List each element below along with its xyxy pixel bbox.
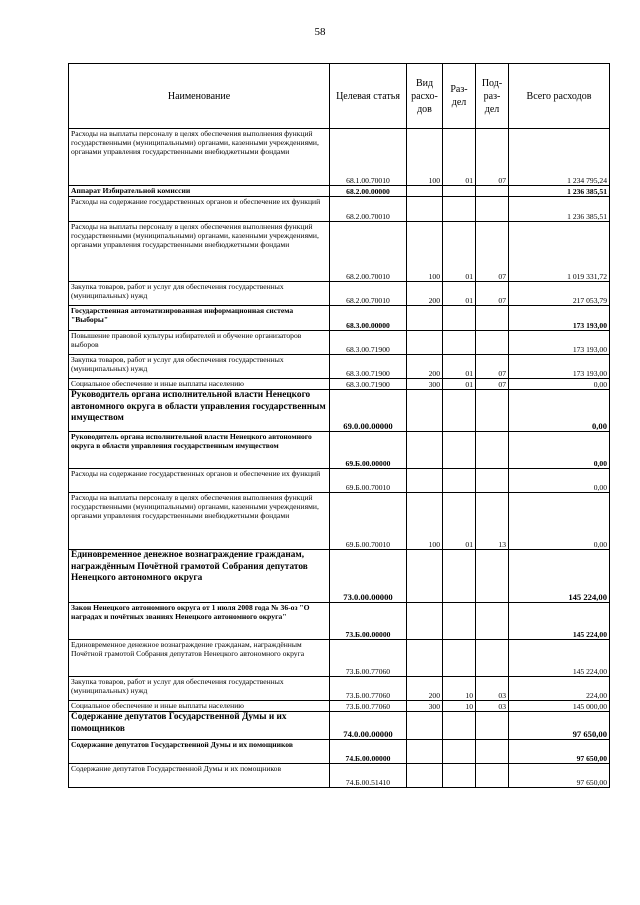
- row-razdel: [443, 712, 476, 740]
- row-code: 73.Б.00.00000: [330, 603, 407, 640]
- row-vid: 200: [407, 677, 443, 701]
- table-row: [69, 379, 610, 390]
- row-razdel: 01: [443, 379, 476, 390]
- table-row: [69, 493, 610, 550]
- row-podrazdel: [476, 197, 509, 222]
- table-header-row: [69, 64, 610, 129]
- row-podrazdel: [476, 469, 509, 493]
- table-row: [69, 197, 610, 222]
- table-row: [69, 469, 610, 493]
- row-razdel: [443, 186, 476, 197]
- row-vid: [407, 186, 443, 197]
- table-row: [69, 282, 610, 306]
- row-name: Расходы на содержание государственных органов и обеспечение их функций: [69, 197, 330, 222]
- row-code: 68.2.00.00000: [330, 186, 407, 197]
- row-code: 74.0.00.00000: [330, 712, 407, 740]
- row-podrazdel: 03: [476, 701, 509, 712]
- row-razdel: [443, 432, 476, 469]
- row-name: Расходы на содержание государственных органов и обеспечение их функций: [69, 469, 330, 493]
- row-podrazdel: [476, 712, 509, 740]
- row-total: 145 224,00: [509, 550, 610, 603]
- row-code: 68.2.00.70010: [330, 197, 407, 222]
- row-razdel: [443, 331, 476, 355]
- row-vid: [407, 640, 443, 677]
- row-podrazdel: [476, 740, 509, 764]
- row-podrazdel: [476, 390, 509, 432]
- row-code: 73.Б.00.77060: [330, 677, 407, 701]
- row-name: Закупка товаров, работ и услуг для обеспечения государственных (муниципальных) нужд: [69, 355, 330, 379]
- row-name: Единовременное денежное вознаграждение гражданам, награждённым Почётной грамотой Собрания депутатов Ненецкого автономного округа: [69, 550, 330, 603]
- row-total: 97 650,00: [509, 764, 610, 788]
- row-podrazdel: [476, 432, 509, 469]
- row-vid: [407, 740, 443, 764]
- row-podrazdel: [476, 764, 509, 788]
- row-razdel: [443, 764, 476, 788]
- row-total: 0,00: [509, 379, 610, 390]
- row-podrazdel: 07: [476, 379, 509, 390]
- row-vid: [407, 390, 443, 432]
- row-total: 173 193,00: [509, 306, 610, 331]
- row-podrazdel: [476, 306, 509, 331]
- row-total: 173 193,00: [509, 331, 610, 355]
- table-row: [69, 712, 610, 740]
- row-razdel: [443, 306, 476, 331]
- row-vid: [407, 550, 443, 603]
- table-row: [69, 432, 610, 469]
- row-code: 74.Б.00.00000: [330, 740, 407, 764]
- row-total: 1 234 795,24: [509, 129, 610, 186]
- row-vid: 300: [407, 379, 443, 390]
- row-total: 1 236 385,51: [509, 197, 610, 222]
- table-row: [69, 222, 610, 282]
- row-total: 97 650,00: [509, 712, 610, 740]
- row-name: Расходы на выплаты персоналу в целях обеспечения выполнения функций государственными (муниципальными) органами, казенными учреждениями, органами управления государственными внебюджетными фондами: [69, 493, 330, 550]
- header-total: Всего расходов: [509, 64, 610, 129]
- row-vid: [407, 603, 443, 640]
- row-code: 68.3.00.71900: [330, 331, 407, 355]
- row-name: Закон Ненецкого автономного округа от 1 июля 2008 года № 36-оз "О наградах и почётных званиях Ненецкого автономного округа": [69, 603, 330, 640]
- row-code: 73.Б.00.77060: [330, 640, 407, 677]
- row-code: 68.3.00.71900: [330, 379, 407, 390]
- page-number: 58: [314, 26, 326, 38]
- row-vid: [407, 331, 443, 355]
- row-podrazdel: [476, 331, 509, 355]
- row-name: Социальное обеспечение и иные выплаты населению: [69, 379, 330, 390]
- table-row: [69, 677, 610, 701]
- row-vid: 100: [407, 222, 443, 282]
- row-name: Аппарат Избирательной комиссии: [69, 186, 330, 197]
- row-podrazdel: 07: [476, 129, 509, 186]
- table-row: [69, 331, 610, 355]
- row-total: 1 019 331,72: [509, 222, 610, 282]
- table-row: [69, 640, 610, 677]
- table-row: [69, 390, 610, 432]
- row-razdel: [443, 469, 476, 493]
- row-total: 145 000,00: [509, 701, 610, 712]
- table-row: [69, 603, 610, 640]
- row-podrazdel: [476, 550, 509, 603]
- table-row: [69, 701, 610, 712]
- table-row: [69, 306, 610, 331]
- row-name: Социальное обеспечение и иные выплаты населению: [69, 701, 330, 712]
- row-code: 73.Б.00.77060: [330, 701, 407, 712]
- row-podrazdel: 07: [476, 222, 509, 282]
- row-code: 69.Б.00.00000: [330, 432, 407, 469]
- budget-table: [68, 63, 610, 788]
- row-razdel: 01: [443, 282, 476, 306]
- row-total: 0,00: [509, 493, 610, 550]
- table-row: [69, 550, 610, 603]
- row-total: 173 193,00: [509, 355, 610, 379]
- header-subsection: Под-раз-дел: [476, 64, 509, 129]
- row-name: Руководитель органа исполнительной власти Ненецкого автономного округа в области управления государственным имуществом: [69, 390, 330, 432]
- row-total: 145 224,00: [509, 603, 610, 640]
- table-row: [69, 355, 610, 379]
- row-razdel: [443, 740, 476, 764]
- row-vid: 100: [407, 129, 443, 186]
- row-code: 68.2.00.70010: [330, 282, 407, 306]
- row-razdel: [443, 197, 476, 222]
- row-razdel: 01: [443, 129, 476, 186]
- row-vid: [407, 197, 443, 222]
- header-target: Целевая статья: [330, 64, 407, 129]
- row-razdel: 01: [443, 355, 476, 379]
- row-vid: 300: [407, 701, 443, 712]
- row-code: 68.3.00.00000: [330, 306, 407, 331]
- row-name: Расходы на выплаты персоналу в целях обеспечения выполнения функций государственными (муниципальными) органами, казенными учреждениями, органами управления государственными внебюджетными фондами: [69, 129, 330, 186]
- row-code: 69.0.00.00000: [330, 390, 407, 432]
- row-name: Единовременное денежное вознаграждение гражданам, награждённым Почётной грамотой Собрания депутатов Ненецкого автономного округа: [69, 640, 330, 677]
- row-podrazdel: 07: [476, 355, 509, 379]
- row-code: 68.3.00.71900: [330, 355, 407, 379]
- table-row: [69, 129, 610, 186]
- row-razdel: [443, 390, 476, 432]
- row-total: 224,00: [509, 677, 610, 701]
- row-name: Расходы на выплаты персоналу в целях обеспечения выполнения функций государственными (муниципальными) органами, казенными учреждениями, органами управления государственными внебюджетными фондами: [69, 222, 330, 282]
- row-podrazdel: 03: [476, 677, 509, 701]
- row-code: 68.2.00.70010: [330, 222, 407, 282]
- row-total: 0,00: [509, 432, 610, 469]
- row-total: 1 236 385,51: [509, 186, 610, 197]
- row-code: 69.Б.00.70010: [330, 493, 407, 550]
- row-vid: [407, 712, 443, 740]
- row-razdel: [443, 550, 476, 603]
- table-row: [69, 740, 610, 764]
- row-vid: [407, 306, 443, 331]
- header-section: Раз-дел: [443, 64, 476, 129]
- row-name: Государственная автоматизированная информационная система "Выборы": [69, 306, 330, 331]
- row-razdel: [443, 640, 476, 677]
- row-name: Содержание депутатов Государственной Думы и их помощников: [69, 712, 330, 740]
- table-row: [69, 764, 610, 788]
- row-podrazdel: [476, 186, 509, 197]
- row-name: Руководитель органа исполнительной власти Ненецкого автономного округа в области управления государственным имуществом: [69, 432, 330, 469]
- row-name: Содержание депутатов Государственной Думы и их помощников: [69, 740, 330, 764]
- row-code: 73.0.00.00000: [330, 550, 407, 603]
- row-total: 0,00: [509, 390, 610, 432]
- row-name: Повышение правовой культуры избирателей и обучение организаторов выборов: [69, 331, 330, 355]
- row-podrazdel: 13: [476, 493, 509, 550]
- row-vid: [407, 764, 443, 788]
- row-razdel: 10: [443, 677, 476, 701]
- row-podrazdel: 07: [476, 282, 509, 306]
- row-name: Содержание депутатов Государственной Думы и их помощников: [69, 764, 330, 788]
- row-razdel: 10: [443, 701, 476, 712]
- row-podrazdel: [476, 640, 509, 677]
- row-vid: [407, 432, 443, 469]
- row-razdel: 01: [443, 493, 476, 550]
- row-name: Закупка товаров, работ и услуг для обеспечения государственных (муниципальных) нужд: [69, 677, 330, 701]
- row-total: 97 650,00: [509, 740, 610, 764]
- row-vid: [407, 469, 443, 493]
- row-vid: 200: [407, 282, 443, 306]
- row-podrazdel: [476, 603, 509, 640]
- row-total: 145 224,00: [509, 640, 610, 677]
- row-code: 68.1.00.70010: [330, 129, 407, 186]
- table-row: [69, 186, 610, 197]
- row-vid: 100: [407, 493, 443, 550]
- row-code: 74.Б.00.51410: [330, 764, 407, 788]
- row-total: 217 053,79: [509, 282, 610, 306]
- row-code: 69.Б.00.70010: [330, 469, 407, 493]
- row-vid: 200: [407, 355, 443, 379]
- row-name: Закупка товаров, работ и услуг для обеспечения государственных (муниципальных) нужд: [69, 282, 330, 306]
- header-type: Вид расхо-дов: [407, 64, 443, 129]
- row-razdel: [443, 603, 476, 640]
- row-total: 0,00: [509, 469, 610, 493]
- header-name: Наименование: [69, 64, 330, 129]
- row-razdel: 01: [443, 222, 476, 282]
